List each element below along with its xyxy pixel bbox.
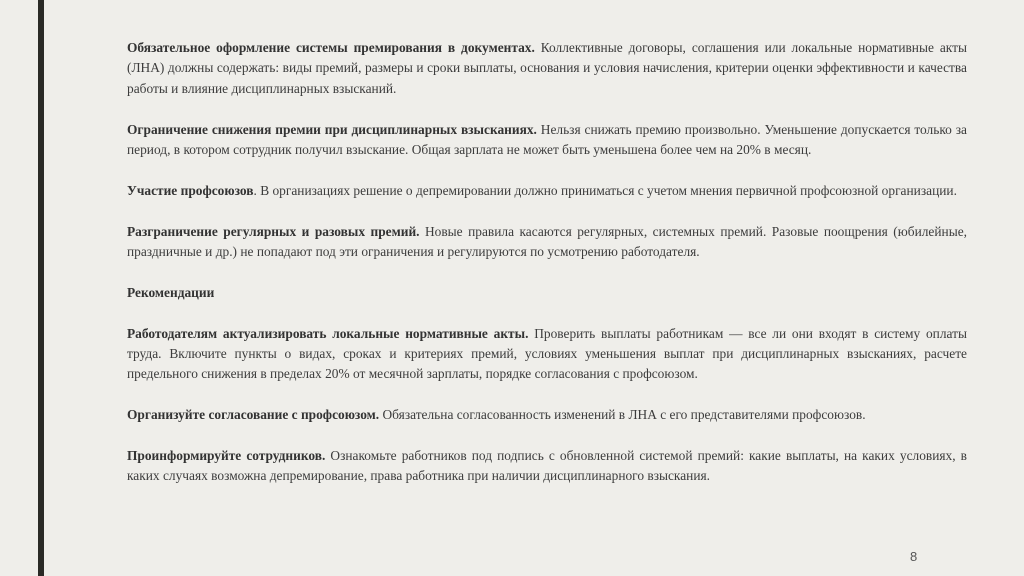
paragraph-union-approval <box>127 405 967 425</box>
section-heading: Рекомендации <box>127 284 215 300</box>
paragraph-heading: Ограничение снижения премии при дисциплинарных взысканиях. <box>127 121 537 137</box>
paragraph-heading: Участие профсоюзов <box>127 182 254 198</box>
paragraph-text: Обязательна согласованность изменений в ЛНА с его представителями профсоюзов. <box>379 407 866 423</box>
paragraph-text: Коллективные договоры, соглашения или локальные нормативные акты (ЛНА) должны содержать: виды премий, размеры и сроки выплаты, основания и условия начисления, критерии оценки эффективности и качества работы и влияние дисциплинарных взысканий. <box>127 40 967 96</box>
page-number: 8 <box>910 549 918 564</box>
left-accent-bar <box>38 0 44 576</box>
paragraph-text: Ознакомьте работников под подпись с обновленной системой премий: какие выплаты, на каких условиях, в каких случаях возможна депремирование, права работника при наличии дисциплинарного взыскания. <box>127 448 967 484</box>
paragraph-text: Нельзя снижать премию произвольно. Уменьшение допускается только за период, в котором сотрудник получил взыскание. Общая зарплата не может быть уменьшена более чем на 20% в месяц. <box>127 121 967 158</box>
paragraph-update-local-acts <box>127 324 967 385</box>
paragraph-heading: Работодателям актуализировать локальные нормативные акты. <box>127 325 529 341</box>
paragraph-heading: Проинформируйте сотрудников. <box>127 448 326 464</box>
paragraph-bonus-reduction-limit <box>127 120 967 161</box>
paragraph-trade-union-participation <box>127 181 967 201</box>
paragraph-heading: Организуйте согласование с профсоюзом. <box>127 407 380 423</box>
paragraph-text: Новые правила касаются регулярных, системных премий. Разовые поощрения (юбилейные, праздничные и др.) не попадают под эти ограничения и регулируются по усмотрению работодателя. <box>127 223 967 260</box>
paragraph-text: Проверить выплаты работникам — все ли они входят в систему оплаты труда. Включите пункты о видах, сроках и критериях премий, условиях уменьшения выплат при дисциплинарных взысканиях, расчете предельного снижения в пределах 20% от месячной зарплаты, порядке согласования с профсоюзом. <box>127 325 967 382</box>
paragraph-text: . В организациях решение о депремировании должно приниматься с учетом мнения первичной профсоюзной организации. <box>253 182 957 198</box>
section-heading-recommendations <box>127 283 967 303</box>
paragraph-heading: Обязательное оформление системы премирования в документах. <box>127 40 535 55</box>
paragraph-inform-employees <box>127 446 967 487</box>
paragraph-bonus-documentation <box>127 38 967 99</box>
paragraph-heading: Разграничение регулярных и разовых премий. <box>127 223 420 239</box>
paragraph-regular-vs-one-time-bonuses <box>127 222 967 263</box>
slide-content <box>127 38 967 507</box>
